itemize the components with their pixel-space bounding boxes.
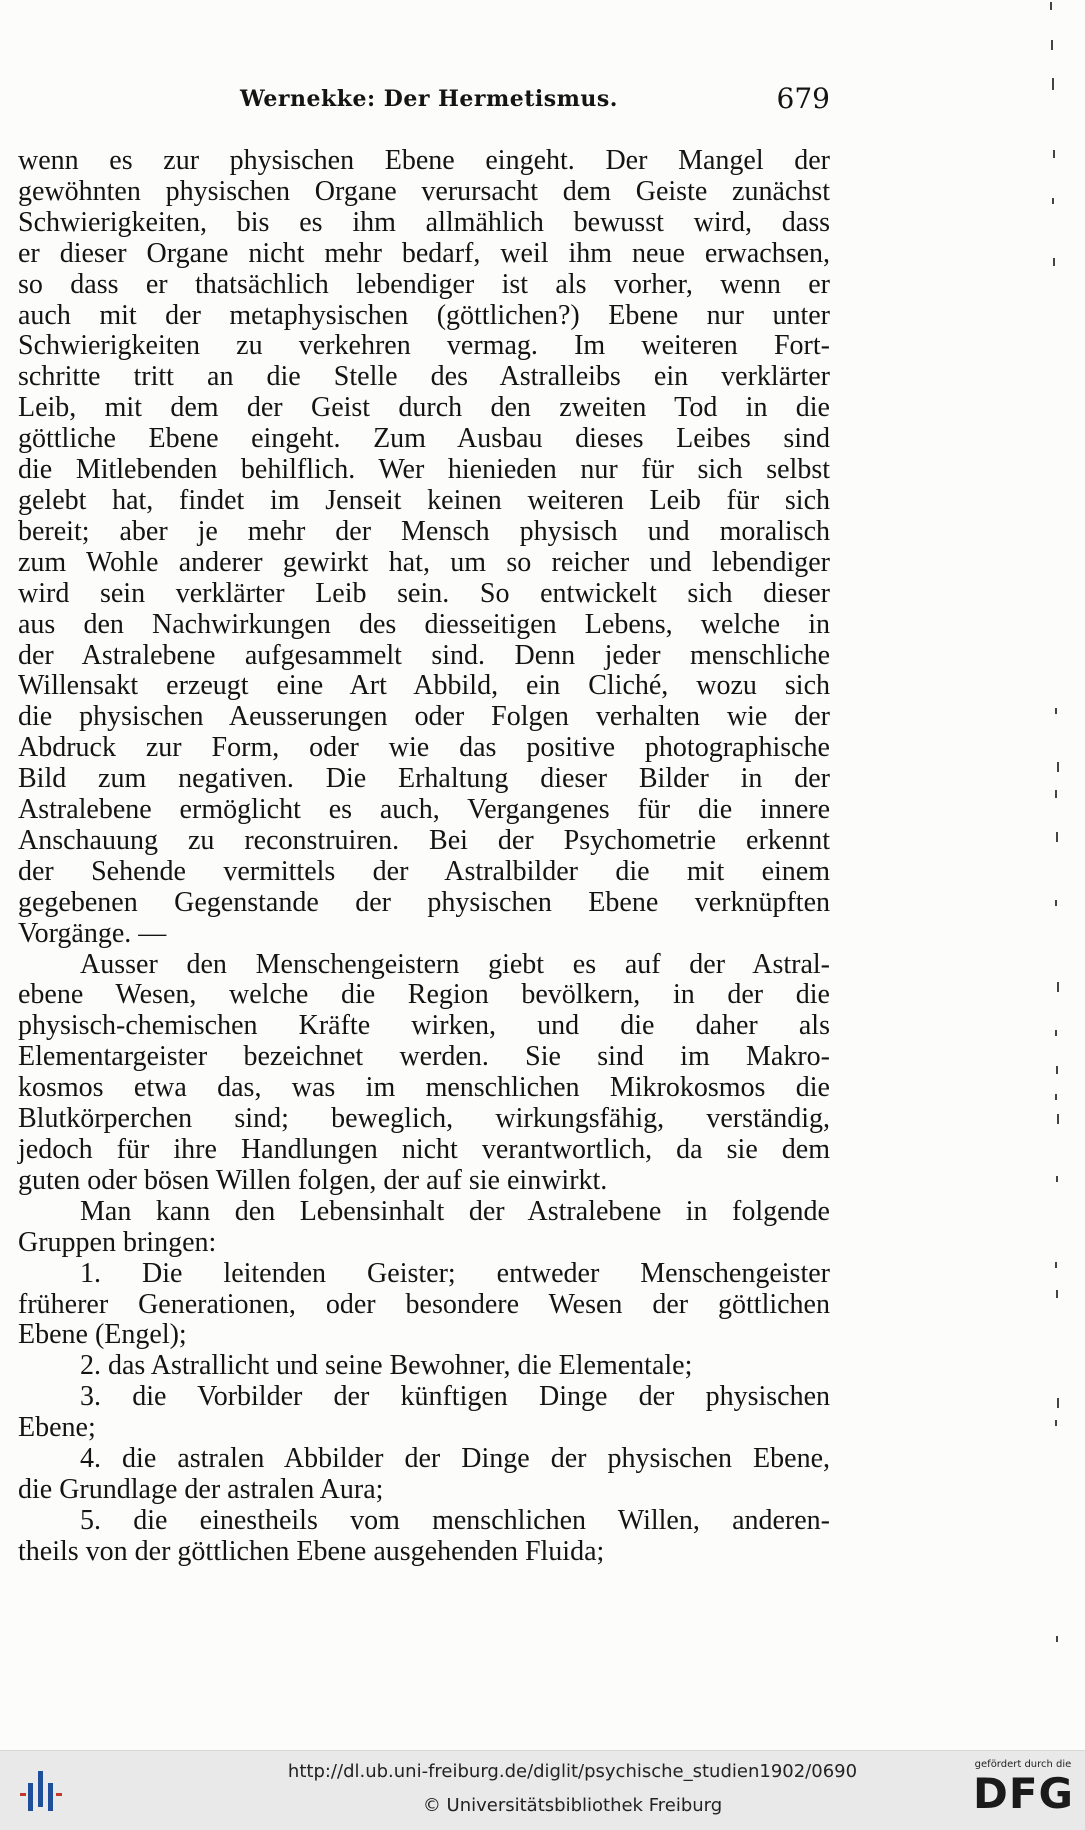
text-line: Leib, mit dem der Geist durch den zweiten Tod in die	[18, 392, 830, 424]
text-line: theils von der göttlichen Ebene ausgehenden Fluida;	[18, 1535, 605, 1567]
text-line: Blutkörperchen sind; beweglich, wirkungsfähig, verständig,	[18, 1103, 830, 1135]
text-line: 5. die einestheils vom menschlichen Willen, anderen-	[80, 1504, 830, 1536]
text-line: zum Wohle anderer gewirkt hat, um so reicher und lebendiger	[18, 546, 830, 578]
text-line: aus den Nachwirkungen des diesseitigen Lebens, welche in	[18, 608, 830, 640]
text-line: gegebenen Gegenstande der physischen Ebene verknüpften	[18, 886, 830, 918]
permalink-url[interactable]: http://dl.ub.uni-freiburg.de/diglit/psychische_studien1902/0690	[287, 1761, 858, 1782]
text-line: kosmos etwa das, was im menschlichen Mikrokosmos die	[18, 1072, 830, 1104]
text-line: Abdruck zur Form, oder wie das positive photographische	[18, 732, 830, 764]
viewer-footer	[0, 1750, 1085, 1830]
text-line: guten oder bösen Willen folgen, der auf sie einwirkt.	[18, 1164, 608, 1196]
text-line: so dass er thatsächlich lebendiger ist als vorher, wenn er	[18, 268, 830, 300]
scan-edge-marks	[975, 0, 1085, 1750]
text-line: auch mit der metaphysischen (göttlichen?) Ebene nur unter	[18, 299, 830, 331]
text-line: gewöhnten physischen Organe verursacht dem Geiste zunächst	[18, 175, 830, 207]
text-line: Anschauung zu reconstruiren. Bei der Psychometrie erkennt	[18, 824, 830, 856]
running-head: Wernekke: Der Hermetismus.	[240, 86, 618, 112]
text-line: 2. das Astrallicht und seine Bewohner, die Elementale;	[80, 1350, 693, 1382]
body-text	[18, 146, 830, 1568]
text-line: ebene Wesen, welche die Region bevölkern, in der die	[18, 979, 830, 1011]
text-line: Ausser den Menschengeistern giebt es auf der Astral-	[80, 948, 830, 980]
text-line: wird sein verklärter Leib sein. So entwickelt sich dieser	[18, 577, 830, 609]
text-line: gelebt hat, findet im Jenseit keinen weiteren Leib für sich	[18, 484, 830, 516]
text-line: 4. die astralen Abbilder der Dinge der physischen Ebene,	[80, 1443, 830, 1475]
text-line: Willensakt erzeugt eine Art Abbild, ein Cliché, wozu sich	[18, 670, 830, 702]
page-number: 679	[776, 82, 830, 115]
page-header	[20, 82, 830, 122]
text-line: Gruppen bringen:	[18, 1226, 217, 1258]
text-line: früherer Generationen, oder besondere Wesen der göttlichen	[18, 1288, 830, 1320]
text-line: Schwierigkeiten zu verkehren vermag. Im weiteren Fort-	[18, 330, 830, 362]
text-line: Ebene;	[18, 1412, 96, 1444]
text-line: Elementargeister bezeichnet werden. Sie sind im Makro-	[18, 1041, 830, 1073]
text-line: die physischen Aeusserungen oder Folgen verhalten wie der	[18, 701, 830, 733]
dfg-funding	[973, 1759, 1073, 1818]
dfg-logo: DFG	[973, 1769, 1075, 1818]
text-line: Ebene (Engel);	[18, 1319, 187, 1351]
text-line: die Grundlage der astralen Aura;	[18, 1473, 384, 1505]
text-line: der Sehende vermittels der Astralbilder die mit einem	[18, 855, 830, 887]
text-line: wenn es zur physischen Ebene eingeht. Der Mangel der	[18, 145, 830, 176]
text-line: Vorgänge. —	[18, 917, 167, 949]
text-line: bereit; aber je mehr der Mensch physisch und moralisch	[18, 515, 830, 547]
text-line: Man kann den Lebensinhalt der Astralebene in folgende	[80, 1195, 830, 1227]
text-line: er dieser Organe nicht mehr bedarf, weil ihm neue erwachsen,	[18, 237, 830, 269]
text-line: schritte tritt an die Stelle des Astralleibs ein verklärter	[18, 361, 830, 393]
text-line: göttliche Ebene eingeht. Zum Ausbau dieses Leibes sind	[18, 423, 830, 455]
text-line: Bild zum negativen. Die Erhaltung dieser Bilder in der	[18, 763, 830, 795]
copyright-notice: © Universitätsbibliothek Freiburg	[422, 1795, 723, 1816]
text-line: Astralebene ermöglicht es auch, Vergangenes für die innere	[18, 794, 830, 826]
text-line: 1. Die leitenden Geister; entweder Menschengeister	[80, 1257, 830, 1289]
funding-label: gefördert durch die	[974, 1759, 1072, 1770]
text-line: 3. die Vorbilder der künftigen Dinge der physischen	[80, 1381, 830, 1413]
text-line: physisch-chemischen Kräfte wirken, und die daher als	[18, 1010, 830, 1042]
text-line: jedoch für ihre Handlungen nicht verantwortlich, da sie dem	[18, 1134, 830, 1165]
text-line: Schwierigkeiten, bis es ihm allmählich bewusst wird, dass	[18, 206, 830, 238]
text-line: der Astralebene aufgesammelt sind. Denn jeder menschliche	[18, 639, 830, 671]
text-line: die Mitlebenden behilflich. Wer hienieden nur für sich selbst	[18, 454, 830, 486]
